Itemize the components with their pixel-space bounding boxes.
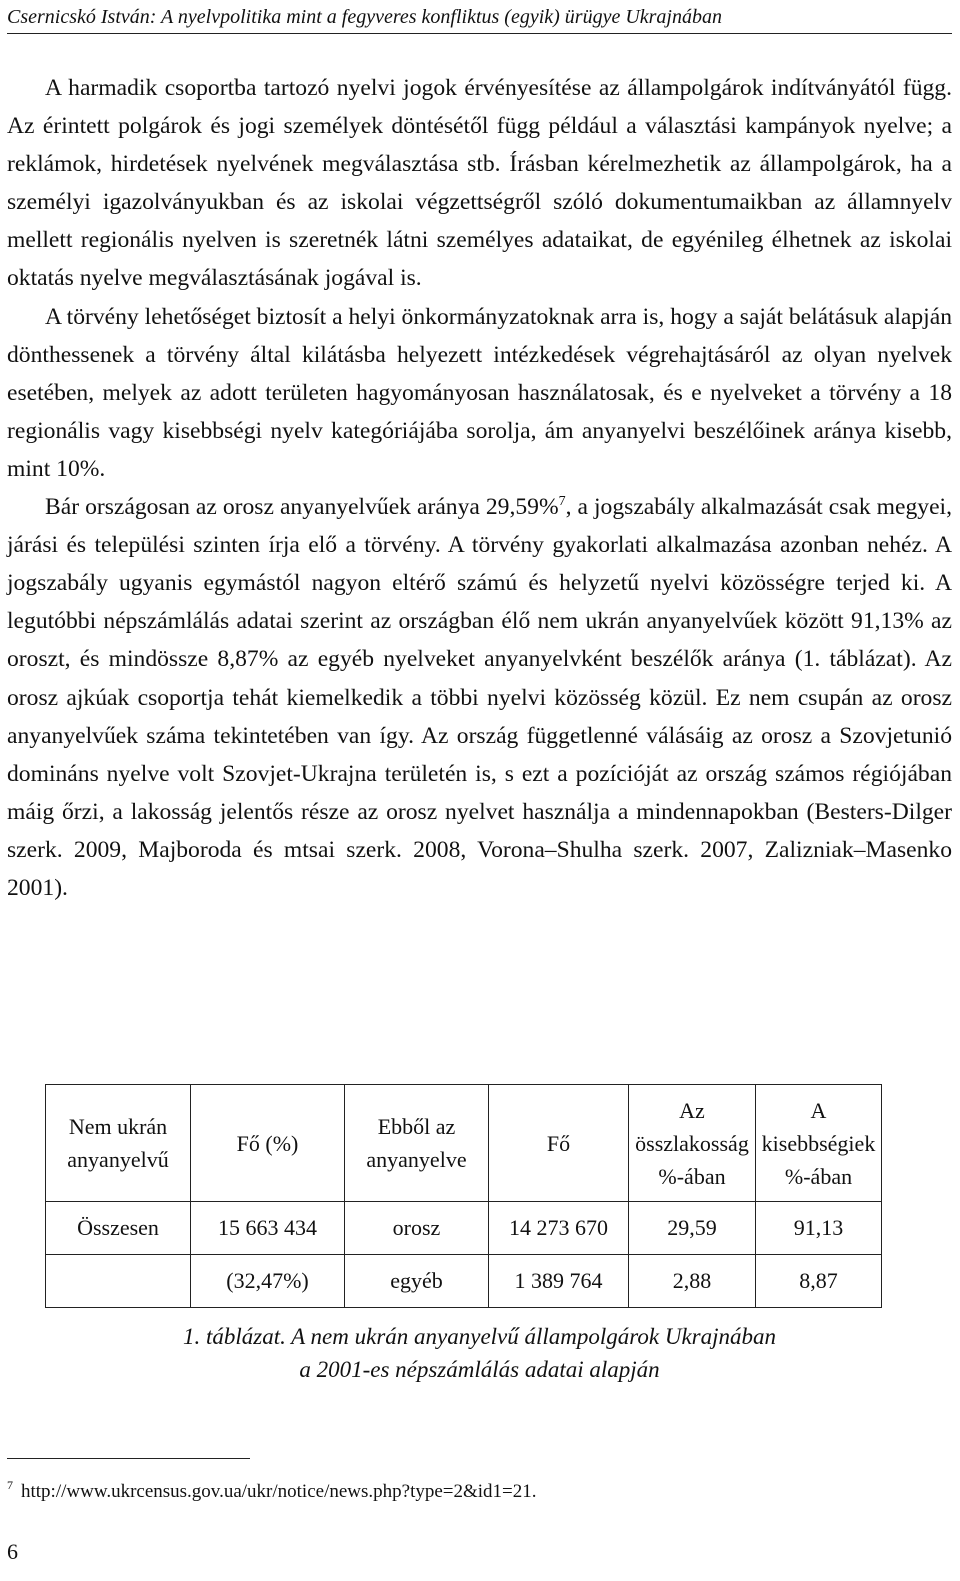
footnote-url[interactable]: http://www.ukrcensus.gov.ua/ukr/notice/news.php?type=2&id1=21.: [21, 1481, 537, 1502]
table-cell: orosz: [345, 1202, 489, 1255]
table-cell: 2,88: [629, 1255, 756, 1308]
census-table: [45, 1084, 882, 1308]
table-header-row: [46, 1085, 882, 1202]
table-cell: 8,87: [756, 1255, 882, 1308]
paragraph-3-rest: , a jogszabály alkalmazását csak megyei, járási és települési szinten írja elő a törvény. A törvény gyakorlati alkalmazása azonban nehéz. A jogszabály ugyanis egymástól nagyon eltérő számú és helyzetű nyelvi közösségre terjed ki. A legutóbbi népszámlálás adatai szerint az országban élő nem ukrán anyanyelvűek között 91,13% az oroszt, és mindössze 8,87% az egyéb nyelveket anyanyelvként beszélők aránya (1. táblázat). Az orosz ajkúak csoportja tehát kiemelkedik a többi nyelvi közösség közül. Ez nem csupán az orosz anyanyelvűek száma tekintetében van így. Az ország függetlenné válásáig az orosz a Szovjetunió domináns nyelve volt Szovjet-Ukrajna területén is, s ezt a pozícióját az ország számos régiójában máig őrzi, a lakosság jelentős része az orosz nyelvet használja a mindennapokban (Besters-Dilger szerk. 2009, Majboroda és mtsai szerk. 2008, Vorona–Shulha szerk. 2007, Zalizniak–Masenko 2001).: [7, 494, 952, 901]
table-cell: (32,47%): [191, 1255, 345, 1308]
table-cell: 91,13: [756, 1202, 882, 1255]
paragraph-1: A harmadik csoportba tartozó nyelvi jogok érvényesítése az állampolgárok indítványától függ. Az érintett polgárok és jogi személyek döntésétől függ például a választási kampányok nyelve; a reklámok, hirdetések nyelvének megválasztása stb. Írásban kérelmezhetik az állampolgárok, ha a személyi igazolványukban és az iskolai végzettségről szóló dokumentumaikban az államnyelv mellett regionális nyelven is szeretnék látni személyes adataikat, de egyénileg élhetnek az iskolai oktatás nyelve megválasztásának jogával is.: [7, 75, 952, 292]
footnote-reference[interactable]: 7: [558, 494, 566, 510]
table-row: [46, 1202, 882, 1255]
table-row: [46, 1255, 882, 1308]
header-percent-total-population: Az összlakosság %-ában: [629, 1085, 756, 1202]
running-head: Csernicskó István: A nyelvpolitika mint a fegyveres konfliktus (egyik) ürügye Ukrajnában: [7, 6, 722, 28]
table-cell: 1 389 764: [489, 1255, 629, 1308]
page-number: 6: [7, 1539, 18, 1564]
paragraph-3-start: Bár országosan az orosz anyanyelvűek aránya 29,59%: [45, 494, 559, 521]
table-caption: [7, 1320, 952, 1386]
footnote-number: 7: [7, 1478, 13, 1492]
table-cell: egyéb: [345, 1255, 489, 1308]
body-text: [7, 69, 952, 907]
header-rule: [7, 33, 952, 34]
header-of-which-native-language: Ebből az anyanyelve: [345, 1085, 489, 1202]
table-cell: 29,59: [629, 1202, 756, 1255]
paragraph-3: [7, 488, 952, 907]
header-persons-percent: Fő (%): [191, 1085, 345, 1202]
caption-line-2: a 2001-es népszámlálás adatai alapján: [299, 1357, 660, 1382]
table-cell: 14 273 670: [489, 1202, 629, 1255]
table-cell: [46, 1255, 191, 1308]
table-cell: 15 663 434: [191, 1202, 345, 1255]
header-persons: Fő: [489, 1085, 629, 1202]
header-percent-minorities: A kisebbségiek %-ában: [756, 1085, 882, 1202]
table-cell: Összesen: [46, 1202, 191, 1255]
footnote: [7, 1472, 952, 1505]
caption-line-1: 1. táblázat. A nem ukrán anyanyelvű állampolgárok Ukrajnában: [182, 1324, 777, 1349]
footnote-rule: [7, 1458, 250, 1459]
paragraph-2: A törvény lehetőséget biztosít a helyi önkormányzatoknak arra is, hogy a saját belátásuk alapján dönthessenek a törvény által kilátásba helyezett intézkedések végrehajtásáról az olyan nyelvek esetében, melyek az adott területen hagyományosan használatosak, és e nyelveket a törvény a 18 regionális vagy kisebbségi nyelv kategóriájába sorolja, ám anyanyelvi beszélőinek aránya kisebb, mint 10%.: [7, 303, 952, 482]
header-non-ukrainian-native: Nem ukrán anyanyelvű: [46, 1085, 191, 1202]
